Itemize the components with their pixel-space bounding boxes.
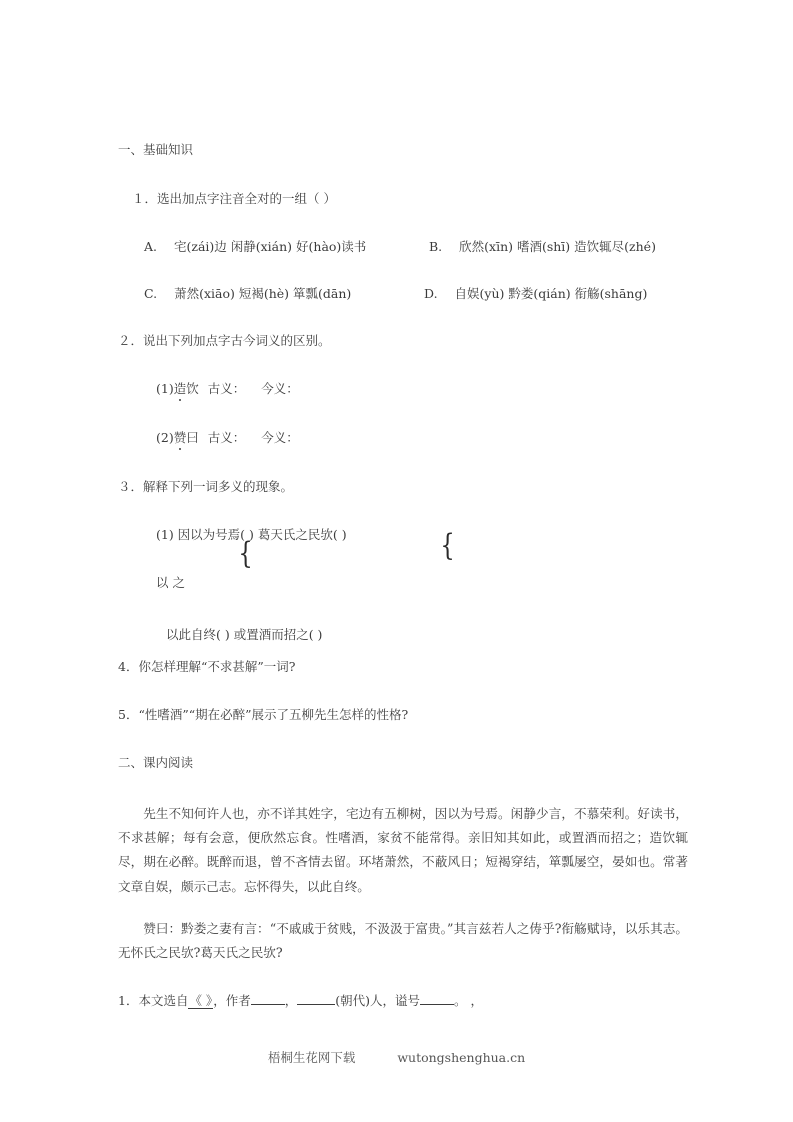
question-4-prompt: 4．你怎样理解“不求甚解”一词? — [118, 659, 296, 674]
brace-left-icon: { — [238, 536, 253, 571]
choice-b-text: 欣然(xīn) 嗜酒(shī) 造饮辄尽(zhé) — [459, 239, 656, 254]
reading-q1-prefix: 1．本文选自 — [118, 993, 189, 1009]
choice-a-label: A. — [144, 239, 158, 254]
question-3-row-2: 以 之 — [156, 575, 185, 590]
word-rest: 饮 — [186, 381, 199, 396]
page-footer — [0, 1048, 793, 1066]
reading-q1-suffix: 。 ， — [453, 993, 483, 1009]
question-5-prompt: 5．“性嗜酒”“期在必醉”展示了五柳先生怎样的性格? — [118, 707, 409, 722]
document-content — [118, 140, 688, 1039]
choice-d-text: 自娱(yù) 黔娄(qián) 衔觞(shāng) — [454, 286, 648, 301]
question-3-row-3: 以此自终( ) 或置酒而招之( ) — [166, 627, 323, 642]
question-2-prompt: ２．说出下列加点字古今词义的区别。 — [118, 333, 331, 348]
choice-row-ab — [118, 237, 688, 255]
modern-meaning-label: 今义： — [261, 430, 299, 445]
question-3-row-1: (1) 因以为号焉( ) 葛天氏之民欤( ) — [156, 527, 347, 542]
question-2-item-2 — [118, 428, 688, 446]
section-heading-basic-knowledge: 一、基础知识 — [118, 142, 194, 157]
reading-q1-mid3: (朝代)人，谥号 — [335, 993, 420, 1009]
footer-site-url: wutongshenghua.cn — [397, 1050, 526, 1065]
posthumous-name-blank[interactable] — [420, 992, 454, 1005]
choice-c-label: C. — [144, 286, 158, 301]
ancient-meaning-label: 古义： — [207, 381, 246, 396]
reading-q1-mid1: ，作者 — [213, 993, 251, 1009]
section-heading-reading: 二、课内阅读 — [118, 755, 194, 770]
footer-site-name: 梧桐生花网下载 — [267, 1050, 356, 1065]
author-blank[interactable] — [251, 992, 285, 1005]
source-book-blank[interactable]: 《 》 — [189, 993, 213, 1009]
question-3-brace-block — [118, 525, 688, 657]
choice-option-b[interactable] — [429, 237, 656, 255]
choice-option-a[interactable] — [144, 237, 429, 255]
choice-option-d[interactable] — [424, 284, 647, 302]
question-1-prompt: １．选出加点字注音全对的一组（ ） — [132, 191, 336, 206]
question-2-item-1 — [118, 379, 688, 397]
dotted-character: 赞 — [173, 430, 187, 445]
dotted-character: 造 — [173, 381, 187, 396]
choice-c-text: 萧然(xiāo) 短褐(hè) 箪瓢(dān) — [174, 286, 352, 301]
word-rest: 曰 — [186, 430, 199, 445]
choice-row-cd — [118, 284, 688, 302]
choice-d-label: D. — [424, 286, 438, 301]
ancient-meaning-label: 古义： — [207, 430, 246, 445]
reading-question-1 — [118, 991, 688, 1009]
item-number: (1) — [156, 381, 174, 396]
choice-a-text: 宅(zái)边 闲静(xián) 好(hào)读书 — [173, 239, 367, 254]
question-3-prompt: ３．解释下列一词多义的现象。 — [118, 479, 294, 494]
reading-passage-paragraph-1: 先生不知何许人也，亦不详其姓字，宅边有五柳树，因以为号焉。闲静少言，不慕荣利。好读书，不求甚解；每有会意，便欣然忘食。性嗜酒，家贫不能常得。亲旧知其如此，或置酒而招之；造饮辄尽，期在必醉。既醉而退，曾不吝情去留。环堵萧然，不蔽风日；短褐穿结，箪瓢屡空，晏如也。常著文章自娱，颇示己志。忘怀得失，以此自终。 — [118, 806, 688, 894]
dynasty-blank[interactable] — [297, 992, 335, 1005]
reading-passage-paragraph-2: 赞曰：黔娄之妻有言：“不戚戚于贫贱，不汲汲于富贵。”其言兹若人之俦乎?衔觞赋诗，以乐其志。无怀氏之民欤?葛天氏之民欤? — [118, 920, 688, 960]
modern-meaning-label: 今义： — [261, 381, 299, 396]
item-number: (2) — [156, 430, 174, 445]
brace-right-icon: { — [440, 528, 455, 563]
choice-option-c[interactable] — [144, 284, 424, 302]
choice-b-label: B. — [429, 239, 443, 254]
reading-q1-mid2: ， — [284, 993, 298, 1009]
